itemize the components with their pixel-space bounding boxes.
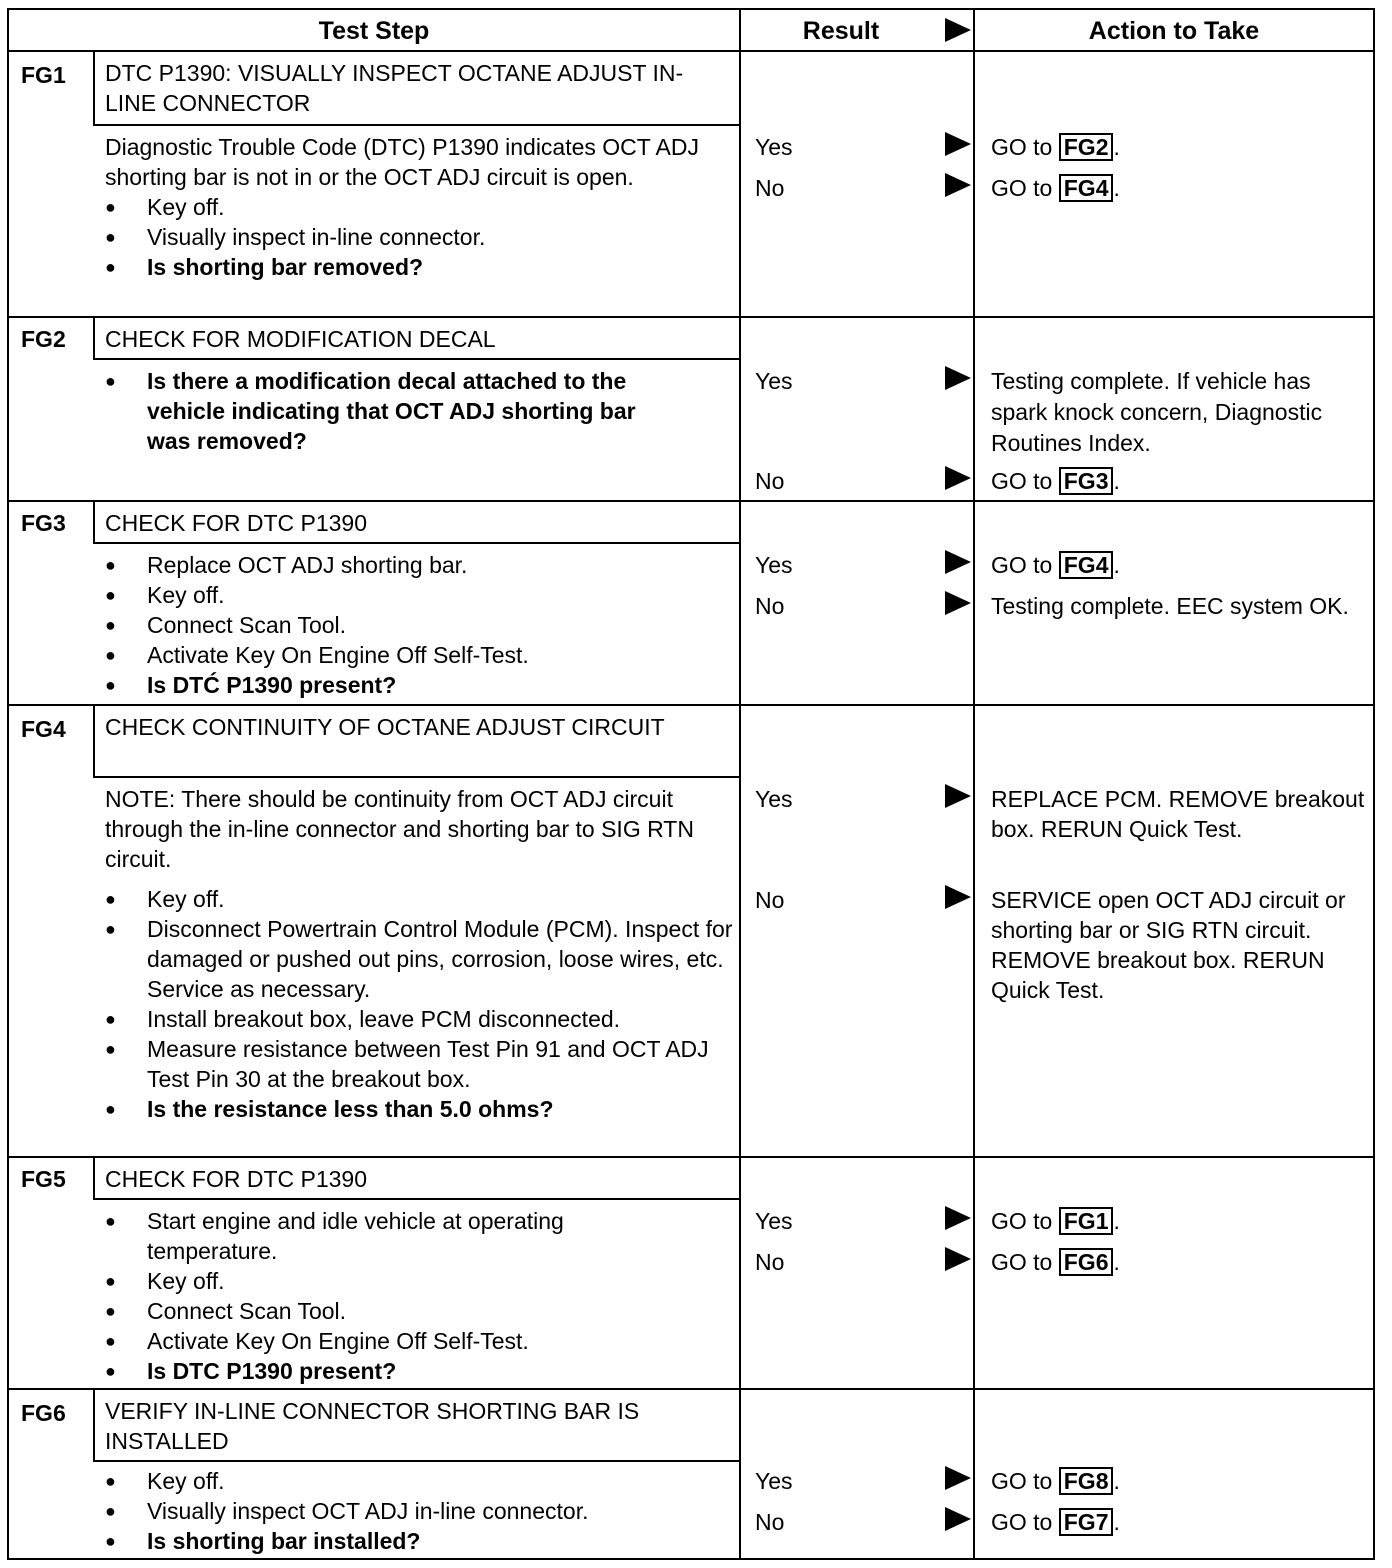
action-no bbox=[991, 466, 1371, 496]
arrow-icon bbox=[945, 18, 971, 42]
step-id: FG4 bbox=[21, 716, 66, 742]
header-action: Action to Take bbox=[1088, 17, 1260, 45]
step-id: FG2 bbox=[21, 326, 66, 352]
bullet-item: ● Key off. bbox=[105, 192, 735, 222]
header-result: Result bbox=[802, 17, 880, 45]
arrow-icon bbox=[945, 132, 971, 156]
action-prefix: GO to bbox=[991, 1208, 1053, 1234]
title-rule bbox=[93, 542, 739, 544]
result-no: No bbox=[755, 1249, 785, 1275]
result-yes: Yes bbox=[755, 1468, 793, 1494]
step-title: CHECK FOR DTC P1390 bbox=[105, 1166, 368, 1192]
action-no: SERVICE open OCT ADJ circuit or shorting bar or SIG RTN circuit. REMOVE breakout box. RERUN Quick Test. bbox=[991, 887, 1346, 1003]
bullet-item: ● Activate Key On Engine Off Self-Test. bbox=[105, 1326, 685, 1356]
id-divider bbox=[93, 1158, 95, 1198]
step-body bbox=[105, 1206, 685, 1386]
step-fg6 bbox=[9, 1390, 1373, 1558]
id-divider bbox=[93, 502, 95, 542]
bullet-item: ● Key off. bbox=[105, 1266, 685, 1296]
bullet-item: ● Visually inspect in-line connector. bbox=[105, 222, 735, 252]
step-ref[interactable]: FG7 bbox=[1059, 1508, 1114, 1536]
bullet-item: ● Connect Scan Tool. bbox=[105, 1296, 685, 1326]
action-prefix: GO to bbox=[991, 468, 1053, 494]
action-prefix: GO to bbox=[991, 134, 1053, 160]
action-no: Testing complete. EEC system OK. bbox=[991, 593, 1349, 619]
bullet-item: ● Install breakout box, leave PCM disconnected. bbox=[105, 1004, 735, 1034]
action-prefix: GO to bbox=[991, 1468, 1053, 1494]
action-suffix: . bbox=[1113, 1468, 1120, 1494]
step-fg2 bbox=[9, 318, 1373, 500]
title-rule bbox=[93, 358, 739, 360]
step-body bbox=[105, 366, 685, 456]
step-title: DTC P1390: VISUALLY INSPECT OCTANE ADJUST IN-LINE CONNECTOR bbox=[105, 60, 684, 116]
step-ref[interactable]: FG1 bbox=[1059, 1207, 1114, 1235]
action-suffix: . bbox=[1113, 134, 1120, 160]
step-ref[interactable]: FG8 bbox=[1059, 1467, 1114, 1495]
id-divider bbox=[93, 706, 95, 776]
result-no: No bbox=[755, 175, 785, 201]
action-prefix: GO to bbox=[991, 1249, 1053, 1275]
arrow-icon bbox=[945, 173, 971, 197]
title-rule bbox=[93, 1198, 739, 1200]
action-suffix: . bbox=[1113, 175, 1120, 201]
action-no bbox=[991, 1247, 1371, 1277]
bullet-question: ● Is shorting bar removed? bbox=[105, 252, 735, 282]
bullet-question: ● Is there a modification decal attached to the vehicle indicating that OCT ADJ shorting bar was removed? bbox=[105, 366, 685, 456]
step-ref[interactable]: FG4 bbox=[1059, 174, 1114, 202]
result-no: No bbox=[755, 593, 785, 619]
step-title: CHECK FOR MODIFICATION DECAL bbox=[105, 326, 496, 352]
action-yes: REPLACE PCM. REMOVE breakout box. RERUN Quick Test. bbox=[991, 786, 1365, 842]
step-note: NOTE: There should be continuity from OCT ADJ circuit through the in-line connector and shorting bar to SIG RTN circuit. bbox=[105, 786, 694, 872]
action-yes bbox=[991, 1466, 1371, 1496]
bullet-item: ● Activate Key On Engine Off Self-Test. bbox=[105, 640, 735, 670]
action-suffix: . bbox=[1113, 468, 1120, 494]
arrow-icon bbox=[945, 885, 971, 909]
diagnostic-table bbox=[7, 8, 1375, 1560]
bullet-item: ● Visually inspect OCT ADJ in-line connector. bbox=[105, 1496, 735, 1526]
result-yes: Yes bbox=[755, 368, 793, 394]
step-fg5 bbox=[9, 1158, 1373, 1388]
id-divider bbox=[93, 318, 95, 358]
step-body bbox=[105, 1466, 735, 1556]
step-title: CHECK FOR DTC P1390 bbox=[105, 510, 368, 536]
arrow-icon bbox=[945, 784, 971, 808]
step-id: FG5 bbox=[21, 1166, 66, 1192]
arrow-icon bbox=[945, 1507, 971, 1531]
bullet-item: ● Start engine and idle vehicle at operating temperature. bbox=[105, 1206, 685, 1266]
arrow-icon bbox=[945, 366, 971, 390]
arrow-icon bbox=[945, 550, 971, 574]
step-body bbox=[105, 550, 735, 700]
step-ref[interactable]: FG6 bbox=[1059, 1248, 1114, 1276]
result-yes: Yes bbox=[755, 786, 793, 812]
result-yes: Yes bbox=[755, 1208, 793, 1234]
action-yes bbox=[991, 132, 1371, 162]
action-yes bbox=[991, 550, 1371, 580]
bullet-item: ● Replace OCT ADJ shorting bar. bbox=[105, 550, 735, 580]
action-no bbox=[991, 1507, 1371, 1537]
bullet-question: ● Is DTC P1390 present? bbox=[105, 1356, 685, 1386]
bullet-question: ● Is the resistance less than 5.0 ohms? bbox=[105, 1094, 735, 1124]
step-body bbox=[105, 132, 735, 282]
action-yes bbox=[991, 1206, 1371, 1236]
result-yes: Yes bbox=[755, 134, 793, 160]
result-no: No bbox=[755, 887, 785, 913]
title-rule bbox=[93, 124, 739, 126]
step-fg1 bbox=[9, 52, 1373, 316]
step-title: CHECK CONTINUITY OF OCTANE ADJUST CIRCUIT bbox=[105, 714, 665, 740]
step-body bbox=[105, 784, 735, 1124]
step-fg4 bbox=[9, 706, 1373, 1156]
action-suffix: . bbox=[1113, 1208, 1120, 1234]
arrow-icon bbox=[945, 466, 971, 490]
step-id: FG6 bbox=[21, 1400, 66, 1426]
action-prefix: GO to bbox=[991, 552, 1053, 578]
action-prefix: GO to bbox=[991, 1509, 1053, 1535]
step-ref[interactable]: FG2 bbox=[1059, 133, 1114, 161]
action-suffix: . bbox=[1113, 552, 1120, 578]
arrow-icon bbox=[945, 1466, 971, 1490]
step-title: VERIFY IN-LINE CONNECTOR SHORTING BAR IS INSTALLED bbox=[105, 1398, 640, 1454]
action-suffix: . bbox=[1113, 1509, 1120, 1535]
result-no: No bbox=[755, 1509, 785, 1535]
bullet-question: ● Is shorting bar installed? bbox=[105, 1526, 735, 1556]
action-yes: Testing complete. If vehicle has spark knock concern, Diagnostic Routines Index. bbox=[991, 368, 1323, 456]
step-ref[interactable]: FG4 bbox=[1059, 551, 1114, 579]
arrow-icon bbox=[945, 591, 971, 615]
bullet-item: ● Disconnect Powertrain Control Module (PCM). Inspect for damaged or pushed out pins, corrosion, loose wires, etc. Service as necessary. bbox=[105, 914, 735, 1004]
arrow-icon bbox=[945, 1247, 971, 1271]
step-fg3 bbox=[9, 502, 1373, 704]
step-intro: Diagnostic Trouble Code (DTC) P1390 indicates OCT ADJ shorting bar is not in or the OCT ADJ circuit is open. bbox=[105, 134, 700, 190]
result-no: No bbox=[755, 468, 785, 494]
id-divider bbox=[93, 1390, 95, 1460]
arrow-icon bbox=[945, 1206, 971, 1230]
action-prefix: GO to bbox=[991, 175, 1053, 201]
bullet-item: ● Key off. bbox=[105, 1466, 735, 1496]
id-divider bbox=[93, 52, 95, 124]
step-id: FG3 bbox=[21, 510, 66, 536]
title-rule bbox=[93, 776, 739, 778]
bullet-item: ● Key off. bbox=[105, 580, 735, 610]
bullet-item: ● Key off. bbox=[105, 884, 735, 914]
bullet-item: ● Measure resistance between Test Pin 91 and OCT ADJ Test Pin 30 at the breakout box. bbox=[105, 1034, 735, 1094]
action-no bbox=[991, 173, 1371, 203]
bullet-item: ● Connect Scan Tool. bbox=[105, 610, 735, 640]
action-suffix: . bbox=[1113, 1249, 1120, 1275]
step-ref[interactable]: FG3 bbox=[1059, 467, 1114, 495]
header-test-step: Test Step bbox=[318, 17, 430, 45]
step-id: FG1 bbox=[21, 62, 66, 88]
title-rule bbox=[93, 1460, 739, 1462]
result-yes: Yes bbox=[755, 552, 793, 578]
bullet-question: ● Is DTĆ P1390 present? bbox=[105, 670, 735, 700]
